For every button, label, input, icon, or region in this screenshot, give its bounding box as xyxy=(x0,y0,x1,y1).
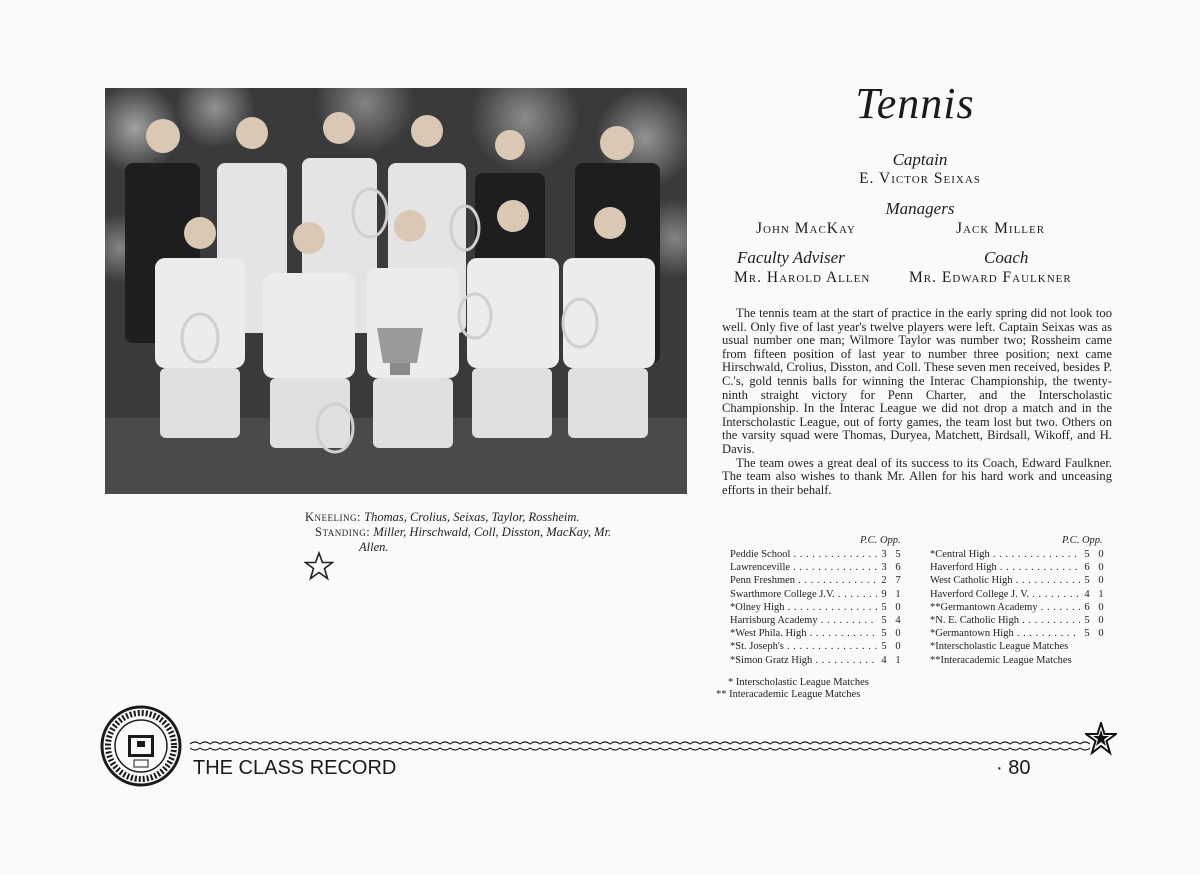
schedule-opp-score: 5 xyxy=(891,548,905,561)
schedule-opp-score: 7 xyxy=(891,574,905,587)
schedule-opp-score: 0 xyxy=(1094,627,1108,640)
schedule-pc-score: 5 xyxy=(877,614,891,627)
schedule-opp-score: 0 xyxy=(1094,548,1108,561)
schedule-opponent: Penn Freshmen . . . xyxy=(730,574,877,587)
schedule-pc-score: 3 xyxy=(877,561,891,574)
school-seal-icon xyxy=(100,705,182,787)
footnote-2: ** Interacademic League Matches xyxy=(716,688,861,700)
schedule-row xyxy=(730,614,905,627)
schedule-row xyxy=(730,574,905,587)
schedule-row xyxy=(930,588,1108,601)
schedule-opp-score: 1 xyxy=(891,588,905,601)
schedule-opp-score: 0 xyxy=(1094,614,1108,627)
manager-2: Jack Miller xyxy=(956,220,1046,237)
coach-label: Coach xyxy=(984,248,1029,267)
managers-block xyxy=(720,199,1120,219)
faculty-adviser-label: Faculty Adviser xyxy=(737,248,845,267)
schedule-row xyxy=(930,601,1108,614)
schedule-note: **Interacademic League Matches xyxy=(930,654,1072,666)
schedule-opp-score: 0 xyxy=(891,627,905,640)
schedule-row xyxy=(730,588,905,601)
star-ornament-icon xyxy=(1085,722,1117,756)
schedule-pc-score: 5 xyxy=(877,640,891,653)
schedule-opp-score: 0 xyxy=(1094,561,1108,574)
coach-name: Mr. Edward Faulkner xyxy=(909,269,1072,286)
schedule-row xyxy=(930,548,1108,561)
schedule-pc-score: 4 xyxy=(1080,588,1094,601)
schedule-opponent: Lawrenceville . . . xyxy=(730,561,877,574)
star-outline-icon xyxy=(304,551,334,581)
schedule-opponent: *N. E. Catholic High . . . xyxy=(930,614,1080,627)
schedule-pc-score: 6 xyxy=(1080,601,1094,614)
schedule-opponent: Haverford College J. V. . . . xyxy=(930,588,1080,601)
schedule-row xyxy=(730,654,905,667)
schedule-pc-score: 5 xyxy=(1080,548,1094,561)
captain-name: E. Victor Seixas xyxy=(859,170,981,187)
schedule-opponent: *West Phila. High . . . xyxy=(730,627,877,640)
schedule-footnotes xyxy=(716,677,869,700)
schedule-note: *Interscholastic League Matches xyxy=(930,641,1069,653)
schedule-row xyxy=(730,640,905,653)
paragraph-2: The team owes a great deal of its success to its Coach, Edward Faulkner. The team also wishes to thank Mr. Allen for his hard work and unceasing efforts in their behalf. xyxy=(722,455,1112,497)
schedule-opp-score: 6 xyxy=(891,561,905,574)
schedule-pc-score: 9 xyxy=(877,588,891,601)
schedule-pc-score: 5 xyxy=(1080,614,1094,627)
kneeling-names: Thomas, Crolius, Seixas, Taylor, Rossheim. xyxy=(364,510,580,524)
schedule-opponent: Swarthmore College J.V. . . . xyxy=(730,588,877,601)
schedule-opp-score: 0 xyxy=(1094,574,1108,587)
schedule-pc-score: 4 xyxy=(877,654,891,667)
schedule-opponent: West Catholic High . . . xyxy=(930,574,1080,587)
schedule-header-right: P.C. Opp. xyxy=(1062,535,1103,546)
schedule-opponent: *St. Joseph's . . . xyxy=(730,640,877,653)
team-photo-image xyxy=(105,88,687,494)
captain-name-block xyxy=(720,170,1120,188)
schedule-opponent: *Germantown High . . . xyxy=(930,627,1080,640)
caption-standing-row xyxy=(305,525,700,540)
schedule-opp-score: 0 xyxy=(891,601,905,614)
schedule-row xyxy=(930,561,1108,574)
page-number: · 80 xyxy=(996,757,1031,779)
schedule-opponent: Haverford High . . . xyxy=(930,561,1080,574)
schedule-row xyxy=(730,561,905,574)
schedule-right xyxy=(930,548,1108,667)
schedule-pc-score: 5 xyxy=(1080,627,1094,640)
schedule-header-left: P.C. Opp. xyxy=(860,535,901,546)
caption-kneeling-row xyxy=(305,510,700,525)
schedule-pc-score: 2 xyxy=(877,574,891,587)
page-title: Tennis xyxy=(855,79,975,128)
captain-block xyxy=(720,150,1120,170)
article-body xyxy=(722,307,1112,497)
schedule-row xyxy=(930,574,1108,587)
manager-1: John MacKay xyxy=(756,220,856,237)
schedule-row xyxy=(730,601,905,614)
schedule-left xyxy=(730,548,905,667)
schedule-row xyxy=(730,548,905,561)
schedule-pc-score: 5 xyxy=(1080,574,1094,587)
standing-names: Miller, Hirschwald, Coll, Disston, MacKay, Mr. xyxy=(373,525,612,539)
schedule-opponent: *Olney High . . . xyxy=(730,601,877,614)
footnote-1: * Interscholastic League Matches xyxy=(728,677,869,688)
schedule-opponent: *Central High . . . xyxy=(930,548,1080,561)
schedule-opp-score: 1 xyxy=(1094,588,1108,601)
kneeling-label: Kneeling: xyxy=(305,510,361,524)
decorative-border xyxy=(190,734,1090,756)
schedule-opp-score: 1 xyxy=(891,654,905,667)
footer-label: THE CLASS RECORD xyxy=(193,757,397,779)
schedule-pc-score: 5 xyxy=(877,627,891,640)
schedule-opponent: Harrisburg Academy . . . xyxy=(730,614,877,627)
paragraph-1: The tennis team at the start of practice in the early spring did not look too well. Only five of last year's twelve players were left. Captain Seixas was as usual number one man; Wilmore Taylor was number two; Rossheim came from fifteen position of last year to number three position; next came Hirschwald, Crolius, Disston, and Coll. These seven men received, besides P. C.'s, gold tennis balls for winning the Interac Championship, the twenty-ninth straight victory for Penn Charter, and the Interscholastic Championship. In the Interac League we did not drop a match and in the Interscholastic League, out of forty games, the team lost but two. Others on the varsity squad were Thomas, Duryea, Matchett, Birdsall, Wikoff, and H. Davis. xyxy=(722,306,1112,456)
schedule-row xyxy=(930,614,1108,627)
schedule-opp-score: 4 xyxy=(891,614,905,627)
faculty-adviser-name: Mr. Harold Allen xyxy=(734,269,871,286)
schedule-opponent: *Simon Gratz High . . . xyxy=(730,654,877,667)
standing-label: Standing: xyxy=(315,525,371,539)
schedule-row xyxy=(930,627,1108,640)
schedule-pc-score: 3 xyxy=(877,548,891,561)
team-photo xyxy=(105,88,687,494)
managers-label: Managers xyxy=(885,199,955,218)
schedule-opp-score: 0 xyxy=(1094,601,1108,614)
schedule-opponent: **Germantown Academy . . . xyxy=(930,601,1080,614)
schedule-row xyxy=(730,627,905,640)
captain-label: Captain xyxy=(892,150,948,169)
schedule-pc-score: 5 xyxy=(877,601,891,614)
schedule-opp-score: 0 xyxy=(891,640,905,653)
photo-caption xyxy=(305,510,700,555)
schedule-opponent: Peddie School . . . xyxy=(730,548,877,561)
schedule-pc-score: 6 xyxy=(1080,561,1094,574)
standing-names-cont: Allen. xyxy=(359,540,389,554)
